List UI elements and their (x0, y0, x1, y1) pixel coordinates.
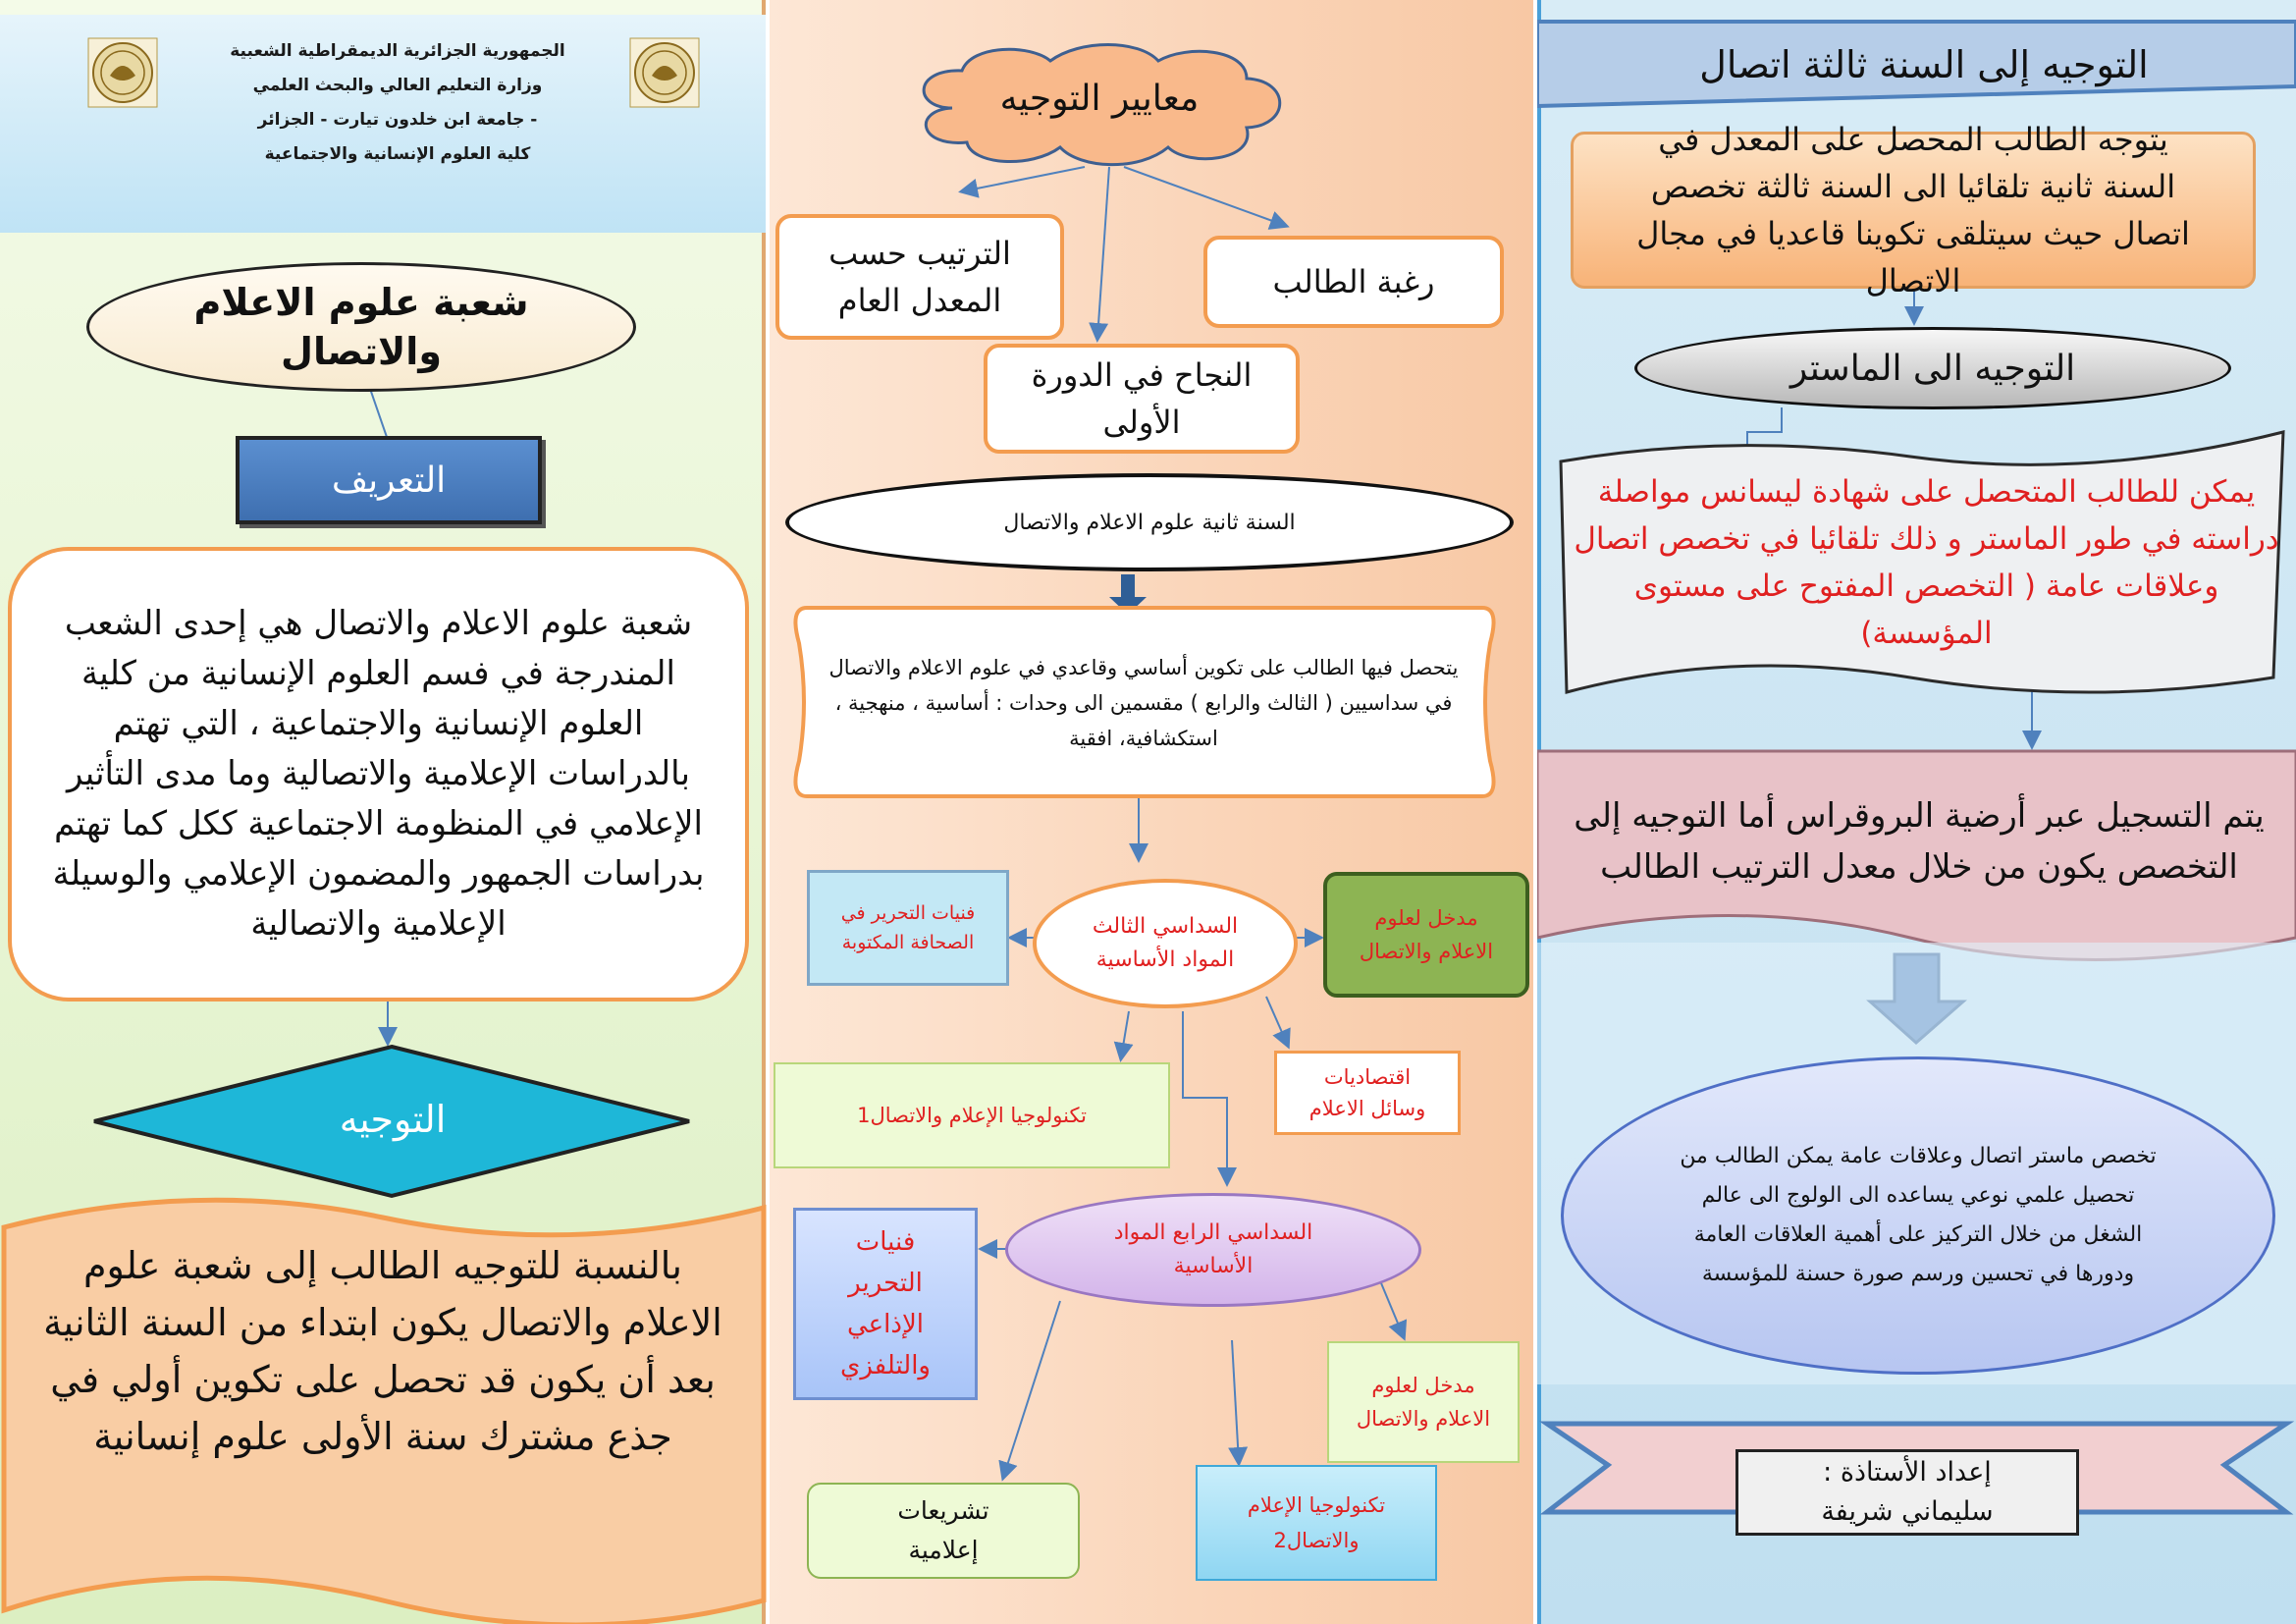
header-line-republic: الجمهورية الجزائرية الديمقراطية الشعبية (230, 41, 565, 61)
orientation-label: التوجيه (339, 1098, 447, 1141)
year3-text: يتوجه الطالب المحصل على المعدل في السنة ثانية تلقائيا الى السنة ثالثة تخصص اتصال حيث سيتلقى تكوينا قاعديا في مجال الاتصال (1571, 132, 2256, 289)
header-line-ministry: وزارة التعليم العالي والبحث العلمي (252, 76, 543, 95)
sem3-writing-course: فنيات التحرير في الصحافة المكتوبة (807, 870, 1009, 986)
university-seal-icon (628, 36, 701, 109)
author-credit: إعداد الأستاذة : سليماني شريفة (1735, 1449, 2079, 1536)
specialty-text: تخصص ماستر اتصال وعلاقات عامة يمكن الطالب من تحصيل علمي نوعي يساعده الى الولوج الى عالم الشغل من خلال التركيز على أهمية العلاقات العامة ودورها في تحسين ورسم صورة حسنة للمؤسسة (1561, 1056, 2275, 1375)
criterion-success: النجاح في الدورة الأولى (984, 344, 1300, 454)
page-title: شعبة علوم الاعلام والاتصال (86, 262, 636, 392)
sem4-tech-course: تكنولوجيا الإعلام والاتصال2 (1196, 1465, 1437, 1581)
criterion-rank: الترتيب حسب المعدل العام (775, 214, 1064, 340)
progres-text: يتم التسجيل عبر أرضية البروقراس أما التوجيه إلى التخصص يكون من خلال معدل الترتيب الطالب (1574, 796, 2265, 887)
year2-text: يتحصل فيها الطالب على تكوين أساسي وقاعدي في علوم الاعلام والاتصال في سداسيين ( الثالث والرابع ) مقسمين الى وحدات : أساسية ، منهجية ، استكشافية، افقية (828, 655, 1459, 750)
university-header (0, 15, 766, 233)
header-line-university: - جامعة ابن خلدون تيارت - الجزائر (257, 110, 538, 130)
year2-title: السنة ثانية علوم الاعلام والاتصال (785, 473, 1514, 571)
sem4-law-course: تشريعات إعلامية (807, 1483, 1080, 1579)
sem3-econ-course: اقتصاديات وسائل الاعلام (1274, 1051, 1461, 1135)
master-text: يمكن للطالب المتحصل على شهادة ليسانس مواصلة دراسته في طور الماستر و ذلك تلقائيا في تخصص اتصال وعلاقات عامة ( التخصص المفتوح على مستوى المؤسسة) (1574, 473, 2279, 651)
definition-label: التعريف (236, 436, 542, 524)
right-title: التوجيه إلى السنة ثالثة اتصال (1699, 43, 2149, 86)
orientation-text: بالنسبة للتوجيه الطالب إلى شعبة علوم الاعلام والاتصال يكون ابتداء من السنة الثانية بعد أن يكون قد تحصل على تكوين أولي في جذع مشترك سنة الأولى علوم إنسانية (43, 1244, 722, 1458)
criteria-title: معايير التوجيه (999, 78, 1200, 119)
criterion-wish: رغبة الطالب (1203, 236, 1504, 328)
sem4-radio-course: فنيات التحرير الإذاعي والتلفزي (793, 1208, 978, 1400)
sem4-title: السداسي الرابع المواد الأساسية (1005, 1193, 1421, 1307)
sem4-intro-course: مدخل لعلوم الاعلام والاتصال (1327, 1341, 1520, 1463)
sem3-intro-course: مدخل لعلوم الاعلام والاتصال (1323, 872, 1529, 998)
master-title: التوجيه الى الماستر (1634, 327, 2231, 409)
header-line-faculty: كلية العلوم الإنسانية والاجتماعية (264, 144, 531, 164)
definition-paragraph: شعبة علوم الاعلام والاتصال هي إحدى الشعب المندرجة في فسم العلوم الإنسانية من كلية العلوم الإنسانية والاجتماعية ، التي تهتم بالدراسات الإعلامية والاتصالية وما مدى التأثير الإعلامي في المنظومة الاجتماعية ككل كما تهتم بدراسات الجمهور والمضمون الإعلامي والوسيلة الإعلامية والاتصالية (52, 604, 705, 944)
definition-text (8, 547, 749, 1001)
sem3-tech-course: تكنولوجيا الإعلام والاتصال1 (774, 1062, 1170, 1168)
sem3-title: السداسي الثالث المواد الأساسية (1033, 879, 1298, 1008)
university-seal-icon (86, 36, 159, 109)
